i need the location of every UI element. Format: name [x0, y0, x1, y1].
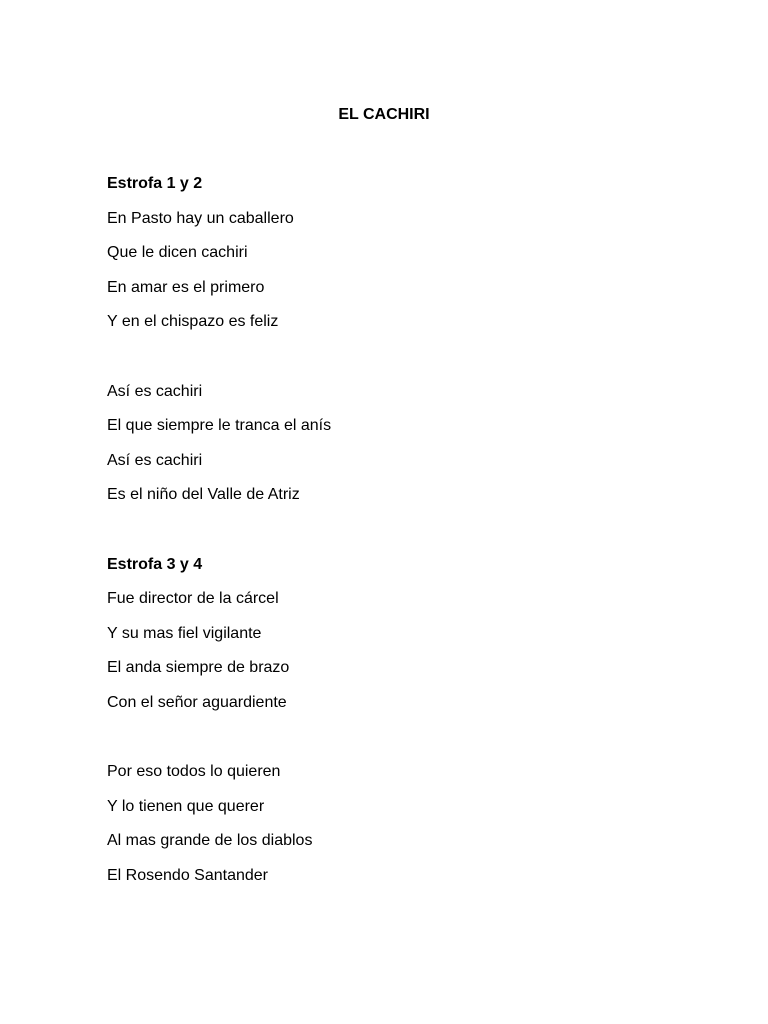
section-heading: Estrofa 1 y 2 [107, 175, 203, 192]
lyric-line: Así es cachiri [107, 451, 203, 469]
lyric-line: Es el niño del Valle de Atriz [107, 486, 300, 504]
lyric-line: Y su mas fiel vigilante [107, 624, 262, 642]
lyric-line: Que le dicen cachiri [107, 244, 248, 262]
lyric-line: Y lo tienen que querer [107, 797, 265, 815]
lyric-line: Por eso todos lo quieren [107, 763, 281, 781]
section-estrofa-3-4 [107, 555, 707, 901]
lyric-line: El que siempre le tranca el anís [107, 417, 332, 435]
stanza-gap [107, 347, 707, 382]
lyric-line: En Pasto hay un caballero [107, 209, 294, 227]
lyric-line: Con el señor aguardiente [107, 693, 287, 711]
document-title: EL CACHIRI [338, 106, 430, 123]
lyric-line: Y en el chispazo es feliz [107, 313, 279, 331]
section-estrofa-1-2 [107, 174, 707, 555]
lyric-line: Fue director de la cárcel [107, 590, 279, 608]
stanza-gap [107, 728, 707, 763]
section-heading: Estrofa 3 y 4 [107, 555, 203, 573]
lyric-line: El Rosendo Santander [107, 866, 268, 884]
lyrics-body [107, 174, 707, 900]
lyric-line: El anda siempre de brazo [107, 659, 290, 677]
lyric-line: En amar es el primero [107, 278, 265, 296]
lyric-line: Al mas grande de los diablos [107, 832, 313, 850]
lyric-line: Así es cachiri [107, 382, 203, 400]
stanza-gap [107, 520, 707, 555]
